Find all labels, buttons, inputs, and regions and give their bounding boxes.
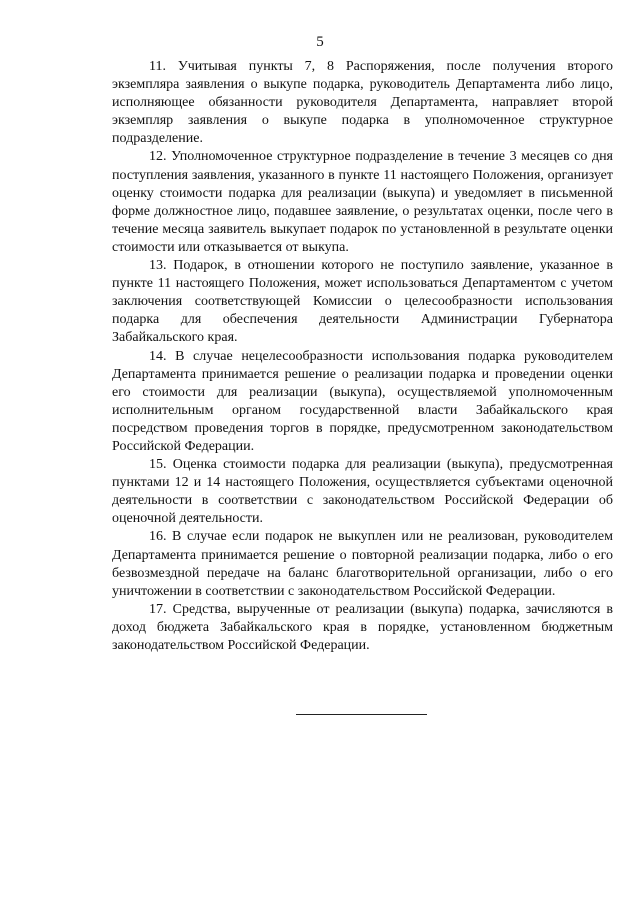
closing-divider-line	[296, 714, 427, 715]
paragraph-13: 13. Подарок, в отношении которого не поступило заявление, указанное в пункте 11 настоящего Положения, может использоваться Департаментом с учетом заключения соответствующей Комиссии о целесообразности использования подарка для обеспечения деятельности Администрации Губернатора Забайкальского края.	[112, 258, 613, 346]
paragraph-17: 17. Средства, вырученные от реализации (выкупа) подарка, зачисляются в доход бюджета Забайкальского края в порядке, установленном бюджетным законодательством Российской Федерации.	[112, 601, 613, 653]
paragraph-14: 14. В случае нецелесообразности использования подарка руководителем Департамента принимается решение о реализации подарка и проведении оценки его стоимости для реализации (выкупа), осуществляемой уполномоченным исполнительным органом государственной власти Забайкальского края посредством проведения торгов в порядке, предусмотренном законодательством Российской Федерации.	[112, 348, 613, 454]
paragraph-11: 11. Учитывая пункты 7, 8 Распоряжения, после получения второго экземпляра заявления о выкупе подарка, руководитель Департамента либо лицо, исполняющее обязанности руководителя Департамента, направляет второй экземпляр заявления о выкупе подарка в уполномоченное структурное подразделение.	[112, 59, 613, 147]
paragraph-16: 16. В случае если подарок не выкуплен или не реализован, руководителем Департамента принимается решение о повторной реализации подарка, либо о его безвозмездной передаче на баланс благотворительной организации, либо о его уничтожении в соответствии с законодательством Российской Федерации.	[112, 529, 613, 599]
document-body	[112, 58, 613, 655]
page-number: 5	[316, 34, 324, 50]
paragraph-15: 15. Оценка стоимости подарка для реализации (выкупа), предусмотренная пунктами 12 и 14 настоящего Положения, осуществляется субъектами оценочной деятельности в соответствии с законодательством Российской Федерации об оценочной деятельности.	[112, 457, 613, 527]
paragraph-12: 12. Уполномоченное структурное подразделение в течение 3 месяцев со дня поступления заявления, указанного в пункте 11 настоящего Положения, организует оценку стоимости подарка для реализации (выкупа) и уведомляет в письменной форме должностное лицо, подавшее заявление, о результатах оценки, после чего в течение месяца заявитель выкупает подарок по установленной в результате оценки стоимости или отказывается от выкупа.	[112, 149, 613, 255]
